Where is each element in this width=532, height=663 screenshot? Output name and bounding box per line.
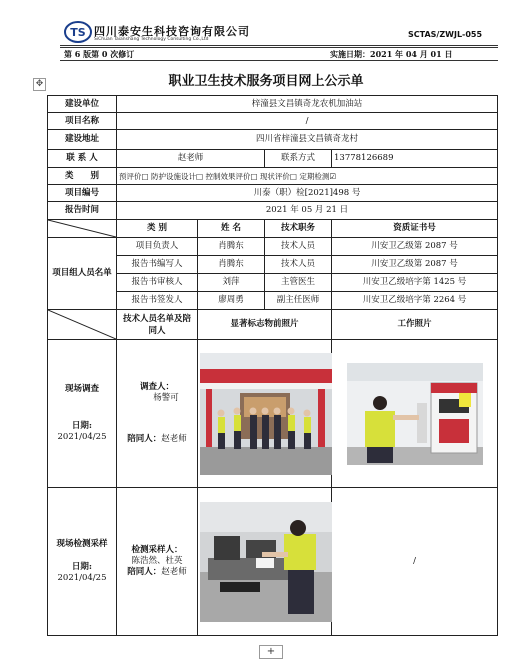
team-row-2-name[interactable]: 刘萍 <box>198 274 265 292</box>
svg-text:TS: TS <box>70 26 86 39</box>
contact-label: 联 系 人 <box>48 150 117 168</box>
survey-escort-label: 陪同人： <box>127 434 162 444</box>
sampling-cell <box>48 488 117 636</box>
survey-escort[interactable]: 赵老师 <box>161 434 187 444</box>
header-divider <box>60 60 498 61</box>
team-row-3-cert[interactable]: 川安卫乙级培字第 2264 号 <box>332 292 498 310</box>
sampling-staff[interactable]: 陈浩然、杜英 <box>131 556 183 566</box>
company-name: 四川泰安生科技咨询有限公司 <box>94 25 250 38</box>
header-divider <box>60 47 498 48</box>
diagonal-line <box>48 220 116 237</box>
revision-label: 第 6 版第 0 次修订 <box>64 49 135 59</box>
project-value[interactable]: / <box>117 113 498 130</box>
project-label: 项目名称 <box>48 113 117 130</box>
diagonal-cell <box>48 220 117 238</box>
implementation-date: 实施日期：2021 年 04 月 01 日 <box>330 49 453 59</box>
diagonal-line <box>48 310 116 339</box>
gas-station-group-photo[interactable] <box>200 353 332 475</box>
survey-date-label: 日期: <box>71 421 93 431</box>
team-header-cert: 资质证书号 <box>332 220 498 238</box>
team-row-0-type[interactable]: 项目负责人 <box>117 238 198 256</box>
survey-staff-label: 调查人： <box>139 382 174 392</box>
table-move-handle-icon[interactable]: ✥ <box>33 78 46 91</box>
survey-staff-cell <box>117 340 198 488</box>
team-row-1-title[interactable]: 技术人员 <box>265 256 332 274</box>
contact-value[interactable]: 赵老师 <box>117 150 265 168</box>
team-row-2-title[interactable]: 主管医生 <box>265 274 332 292</box>
disclosure-form-table <box>47 95 498 636</box>
sampling-date[interactable]: 2021/04/25 <box>57 573 107 583</box>
company-name-en: SiChuan Taianshang Technology Consulting Co.,Ltd <box>94 37 209 42</box>
survey-cell <box>48 340 117 488</box>
sampling-staff-cell <box>117 488 198 636</box>
team-row-1-type[interactable]: 报告书编写人 <box>117 256 198 274</box>
sampling-equipment-photo[interactable] <box>200 502 332 622</box>
add-row-button[interactable]: + <box>259 645 283 659</box>
diagonal-cell <box>48 310 117 340</box>
company-logo-icon <box>64 20 92 44</box>
survey-landmark-photo-cell <box>198 340 332 488</box>
unit-value[interactable]: 梓潼县文昌镇奇龙农机加油站 <box>117 96 498 113</box>
sampling-escort[interactable]: 赵老师 <box>161 567 187 577</box>
survey-label: 现场调查 <box>64 384 99 394</box>
team-header-title: 技术职务 <box>265 220 332 238</box>
sampling-date-label: 日期: <box>71 562 93 572</box>
team-row-2-type[interactable]: 报告书审核人 <box>117 274 198 292</box>
survey-staff[interactable]: 杨警可 <box>153 393 179 403</box>
type-checkboxes[interactable]: 预评价□ 防护设施设计□ 控制效果评价□ 现状评价□ 定期检测☑ <box>117 168 498 185</box>
team-header-name: 姓 名 <box>198 220 265 238</box>
phone-label: 联系方式 <box>265 150 332 168</box>
work-photo-header: 工作照片 <box>332 310 498 340</box>
document-code: SCTAS/ZWJL-055 <box>408 30 483 39</box>
team-row-3-title[interactable]: 副主任医师 <box>265 292 332 310</box>
number-label: 项目编号 <box>48 185 117 202</box>
page-title: 职业卫生技术服务项目网上公示单 <box>168 74 364 89</box>
survey-date[interactable]: 2021/04/25 <box>57 432 107 442</box>
team-section-label: 项目组人员名单 <box>48 238 117 310</box>
team-row-0-cert[interactable]: 川安卫乙级第 2087 号 <box>332 238 498 256</box>
fuel-dispenser-work-photo[interactable] <box>347 363 483 465</box>
landmark-photo-header: 显著标志物前照片 <box>198 310 332 340</box>
staff-column-header: 技术人员名单及陪同人 <box>117 310 198 340</box>
unit-label: 建设单位 <box>48 96 117 113</box>
header-divider <box>60 45 498 46</box>
address-label: 建设地址 <box>48 130 117 150</box>
sampling-work-photo-cell[interactable]: / <box>332 488 498 636</box>
phone-value[interactable]: 13778126689 <box>332 150 498 168</box>
team-row-2-cert[interactable]: 川安卫乙级培字第 1425 号 <box>332 274 498 292</box>
survey-work-photo-cell <box>332 340 498 488</box>
type-label: 类 别 <box>48 168 117 185</box>
team-row-0-name[interactable]: 肖腾东 <box>198 238 265 256</box>
team-row-0-title[interactable]: 技术人员 <box>265 238 332 256</box>
team-row-3-name[interactable]: 廖周勇 <box>198 292 265 310</box>
team-row-1-name[interactable]: 肖腾东 <box>198 256 265 274</box>
team-header-type: 类 别 <box>117 220 198 238</box>
team-row-1-cert[interactable]: 川安卫乙级第 2087 号 <box>332 256 498 274</box>
number-value[interactable]: 川泰（职）检[2021]498 号 <box>117 185 498 202</box>
report-date-value[interactable]: 2021 年 05 月 21 日 <box>117 202 498 220</box>
sampling-escort-label: 陪同人： <box>127 567 162 577</box>
team-row-3-type[interactable]: 报告书签发人 <box>117 292 198 310</box>
address-value[interactable]: 四川省梓潼县文昌镇奇龙村 <box>117 130 498 150</box>
sampling-label: 现场检测采样 <box>56 539 108 549</box>
report-date-label: 报告时间 <box>48 202 117 220</box>
sampling-staff-label: 检测采样人： <box>131 545 183 555</box>
sampling-landmark-photo-cell <box>198 488 332 636</box>
